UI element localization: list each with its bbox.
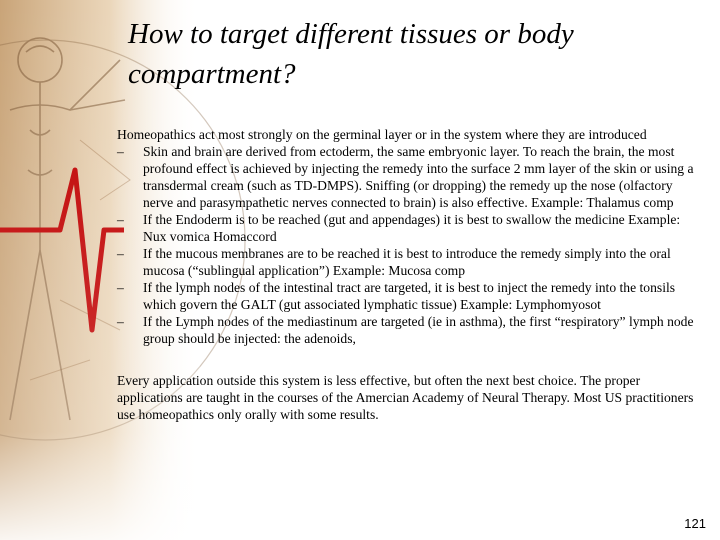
slide-title: How to target different tissues or body compartment? — [128, 18, 574, 90]
page-number: 121 — [684, 516, 706, 531]
bullet-item-mucous — [117, 245, 697, 279]
bullet-text: If the Lymph nodes of the mediastinum are targeted (ie in asthma), the first “respiratory” lymph node group should be injected: the adenoids, — [143, 314, 694, 346]
closing-paragraph: Every application outside this system is less effective, but often the next best choice. The proper applications are taught in the courses of the Amercian Academy of Neural Therapy. Most US practitioners use homeopathics only orally with some results. — [117, 373, 694, 422]
bullet-text: If the Endoderm is to be reached (gut and appendages) it is best to swallow the medicine Example: Nux vomica Homaccord — [143, 212, 681, 244]
bullet-item-lymph-intestinal — [117, 279, 697, 313]
dash-marker: – — [117, 144, 124, 159]
bullet-text: If the lymph nodes of the intestinal tract are targeted, it is best to inject the remedy into the tonsils which govern the GALT (gut associated lymphatic tissue) Example: Lymphomyosot — [143, 280, 676, 312]
dash-marker: – — [117, 280, 124, 295]
dash-marker: – — [117, 246, 124, 261]
slide-body — [117, 126, 697, 423]
bullet-item-ectoderm — [117, 143, 697, 211]
dash-marker: – — [117, 212, 124, 227]
bullet-item-endoderm — [117, 211, 697, 245]
intro-paragraph: Homeopathics act most strongly on the germinal layer or in the system where they are introduced — [117, 127, 647, 142]
bullet-text: If the mucous membranes are to be reached it is best to introduce the remedy simply into the oral mucosa (“sublingual application”) Example: Mucosa comp — [143, 246, 671, 278]
dash-marker: – — [117, 314, 124, 329]
bullet-text: Skin and brain are derived from ectoderm, the same embryonic layer. To reach the brain, the most profound effect is achieved by injecting the remedy into the surface 2 mm layer of the skin or using a transdermal cream (such as TD-DMPS). Sniffing (or dropping) the remedy up the nose (olfactory nerve and parasympathetic nerves connected to brain) is also effective. Example: Thalamus comp — [143, 144, 694, 210]
bullet-item-lymph-mediastinum — [117, 313, 697, 347]
bullet-list — [117, 143, 697, 347]
